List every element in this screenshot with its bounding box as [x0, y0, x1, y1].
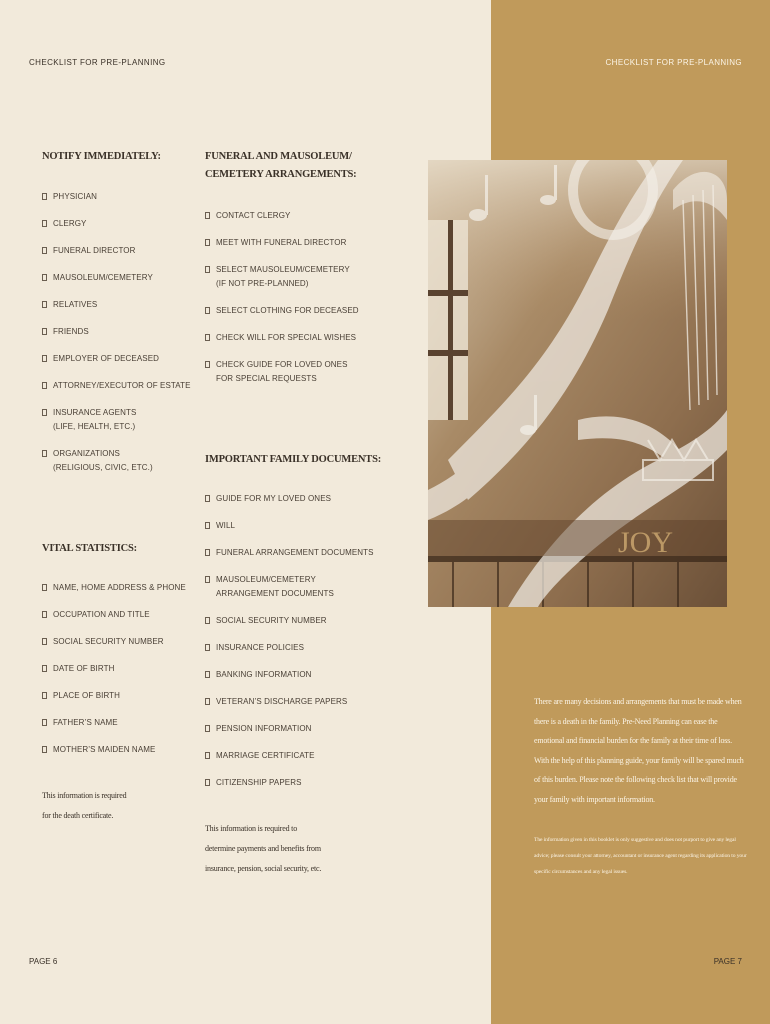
funeral-title-line-1: FUNERAL AND MAUSOLEUM/ [205, 151, 352, 162]
vital-item [42, 743, 155, 757]
documents-item [205, 519, 235, 533]
checkbox-icon[interactable] [42, 220, 47, 227]
vital-item [42, 581, 186, 595]
vital-item-label: SOCIAL SECURITY NUMBER [53, 637, 164, 646]
documents-item [205, 546, 374, 560]
checkbox-icon[interactable] [42, 355, 47, 362]
checkbox-icon[interactable] [205, 549, 210, 556]
engraved-joy-text: JOY [618, 526, 674, 559]
funeral-item-label: SELECT CLOTHING FOR DECEASED [216, 306, 359, 315]
documents-note-line-2: determine payments and benefits from [205, 844, 321, 853]
notify-item-label: CLERGY [53, 219, 87, 228]
vital-item-label: OCCUPATION AND TITLE [53, 610, 150, 619]
documents-item-label: SOCIAL SECURITY NUMBER [216, 616, 327, 625]
vital-note [42, 786, 126, 826]
notify-item [42, 379, 191, 393]
left-page-header: CHECKLIST FOR PRE-PLANNING [29, 58, 166, 67]
documents-title: IMPORTANT FAMILY DOCUMENTS: [205, 454, 382, 465]
funeral-item [205, 236, 346, 250]
checkbox-icon[interactable] [205, 725, 210, 732]
funeral-title-line-2: CEMETERY ARRANGEMENTS: [205, 169, 357, 180]
notify-item-label: MAUSOLEUM/CEMETERY [53, 273, 153, 282]
notify-item-label: INSURANCE AGENTS (LIFE, HEALTH, ETC.) [53, 408, 137, 431]
notify-item-label: ATTORNEY/EXECUTOR OF ESTATE [53, 381, 191, 390]
funeral-item [205, 209, 290, 223]
checkbox-icon[interactable] [42, 746, 47, 753]
checkbox-icon[interactable] [42, 665, 47, 672]
vital-item [42, 662, 114, 676]
vital-item [42, 716, 118, 730]
funeral-item [205, 331, 356, 345]
documents-item-label: WILL [216, 521, 236, 530]
checkbox-icon[interactable] [205, 212, 210, 219]
notify-item [42, 244, 136, 258]
checkbox-icon[interactable] [205, 239, 210, 246]
vital-statistics-title: VITAL STATISTICS: [42, 543, 137, 554]
checkbox-icon[interactable] [205, 779, 210, 786]
documents-item [205, 776, 302, 790]
documents-item [205, 695, 347, 709]
documents-item [205, 573, 334, 601]
checkbox-icon[interactable] [205, 617, 210, 624]
funeral-item [205, 358, 348, 386]
documents-item-label: VETERAN’S DISCHARGE PAPERS [216, 697, 348, 706]
right-page-header: CHECKLIST FOR PRE-PLANNING [605, 58, 742, 67]
funeral-item [205, 263, 350, 291]
documents-item [205, 492, 331, 506]
notify-item [42, 352, 159, 366]
funeral-item-label: MEET WITH FUNERAL DIRECTOR [216, 238, 347, 247]
etched-glass-photo [428, 160, 727, 607]
checkbox-icon[interactable] [205, 266, 210, 273]
documents-item-label: GUIDE FOR MY LOVED ONES [216, 494, 332, 503]
notify-item [42, 217, 87, 231]
documents-item [205, 668, 312, 682]
funeral-item-label: CHECK GUIDE FOR LOVED ONES FOR SPECIAL REQUESTS [216, 360, 348, 383]
checkbox-icon[interactable] [205, 307, 210, 314]
checkbox-icon[interactable] [205, 576, 210, 583]
documents-item-label: PENSION INFORMATION [216, 724, 312, 733]
disclaimer-paragraph: The information given in this booklet is only suggestive and does not purport to give any legal advice; please consult your attorney, accountant or insurance agent regarding its application to your specific circumstances and any legal issues. [534, 837, 747, 875]
vital-note-line-1: This information is required [42, 791, 127, 800]
notify-item [42, 298, 97, 312]
notify-item-label: EMPLOYER OF DECEASED [53, 354, 160, 363]
documents-item [205, 614, 327, 628]
checkbox-icon[interactable] [42, 450, 47, 457]
funeral-arrangements-title [205, 148, 356, 184]
checkbox-icon[interactable] [42, 692, 47, 699]
documents-note [205, 819, 321, 879]
notify-item [42, 447, 153, 475]
notify-item-label: FUNERAL DIRECTOR [53, 246, 136, 255]
page-number-left: PAGE 6 [29, 957, 58, 966]
documents-item-label: INSURANCE POLICIES [216, 643, 305, 652]
intro-paragraph: There are many decisions and arrangements that must be made when there is a death in the family. Pre-Need Planning can ease the emotional and financial burden for the family at their time of loss. With the help of this planning guide, your family will be spared much of this burden. Please note the following check list that will provide your family with important information. [534, 697, 744, 804]
funeral-item [205, 304, 359, 318]
notify-item [42, 271, 153, 285]
checkbox-icon[interactable] [42, 409, 47, 416]
vital-item [42, 635, 164, 649]
checkbox-icon[interactable] [42, 638, 47, 645]
funeral-item-label: CONTACT CLERGY [216, 211, 291, 220]
documents-note-line-1: This information is required to [205, 824, 298, 833]
checkbox-icon[interactable] [205, 334, 210, 341]
documents-item [205, 749, 315, 763]
funeral-item-label: CHECK WILL FOR SPECIAL WISHES [216, 333, 357, 342]
notify-title: NOTIFY IMMEDIATELY: [42, 151, 161, 162]
vital-item-label: NAME, HOME ADDRESS & PHONE [53, 583, 186, 592]
vital-item-label: MOTHER’S MAIDEN NAME [53, 745, 156, 754]
notify-item [42, 406, 136, 434]
notify-item [42, 325, 89, 339]
documents-item-label: FUNERAL ARRANGEMENT DOCUMENTS [216, 548, 374, 557]
checkbox-icon[interactable] [42, 584, 47, 591]
documents-item [205, 722, 312, 736]
documents-item-label: BANKING INFORMATION [216, 670, 312, 679]
checkbox-icon[interactable] [42, 247, 47, 254]
documents-item-label: MARRIAGE CERTIFICATE [216, 751, 315, 760]
checkbox-icon[interactable] [205, 644, 210, 651]
notify-item-label: PHYSICIAN [53, 192, 98, 201]
checkbox-icon[interactable] [205, 698, 210, 705]
documents-item [205, 641, 304, 655]
checkbox-icon[interactable] [205, 495, 210, 502]
checkbox-icon[interactable] [42, 328, 47, 335]
notify-item-label: ORGANIZATIONS (RELIGIOUS, CIVIC, ETC.) [53, 449, 153, 472]
vital-item [42, 689, 120, 703]
notify-item [42, 190, 97, 204]
checkbox-icon[interactable] [205, 361, 210, 368]
vital-item [42, 608, 150, 622]
vital-item-label: FATHER’S NAME [53, 718, 118, 727]
checkbox-icon[interactable] [42, 611, 47, 618]
vital-item-label: PLACE OF BIRTH [53, 691, 121, 700]
checkbox-icon[interactable] [42, 274, 47, 281]
checkbox-icon[interactable] [205, 671, 210, 678]
vital-note-line-2: for the death certificate. [42, 811, 114, 820]
documents-note-line-3: insurance, pension, social security, etc. [205, 864, 322, 873]
vital-item-label: DATE OF BIRTH [53, 664, 115, 673]
checkbox-icon[interactable] [205, 752, 210, 759]
checkbox-icon[interactable] [42, 193, 47, 200]
checkbox-icon[interactable] [205, 522, 210, 529]
notify-item-label: FRIENDS [53, 327, 89, 336]
checkbox-icon[interactable] [42, 719, 47, 726]
funeral-item-label: SELECT MAUSOLEUM/CEMETERY (IF NOT PRE-PLANNED) [216, 265, 350, 288]
documents-item-label: MAUSOLEUM/CEMETERY ARRANGEMENT DOCUMENTS [216, 575, 334, 598]
page-number-right: PAGE 7 [713, 957, 742, 966]
checkbox-icon[interactable] [42, 301, 47, 308]
notify-item-label: RELATIVES [53, 300, 98, 309]
checkbox-icon[interactable] [42, 382, 47, 389]
documents-item-label: CITIZENSHIP PAPERS [216, 778, 302, 787]
